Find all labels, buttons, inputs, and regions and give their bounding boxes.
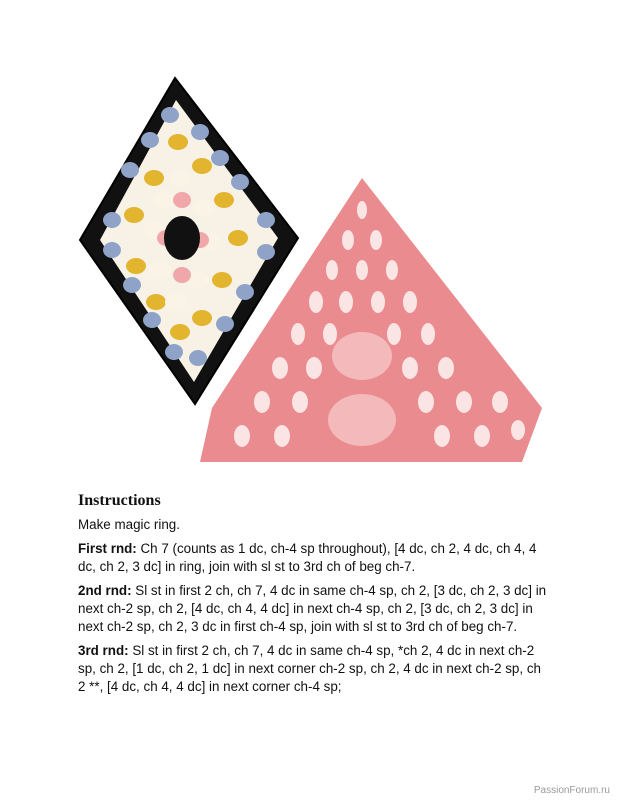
round-1-text: Ch 7 (counts as 1 dc, ch-4 sp throughout), [4 dc, ch 2, 4 dc, ch 4, 4 dc, ch 2, 3 dc] in ring, join with sl st to 3rd ch of beg ch-7.: [78, 541, 537, 574]
instructions-body: [78, 516, 548, 702]
round-3-paragraph: [78, 642, 548, 696]
intro-line: Make magic ring.: [78, 517, 180, 532]
round-2-text: Sl st in first 2 ch, ch 7, 4 dc in same ch-4 sp, ch 2, [3 dc, ch 2, 3 dc] in next ch-2 sp, ch 2, [4 dc, ch 4, 4 dc] in next ch-4 sp, ch 2, [3 dc, ch 2, 3 dc] in next ch-2 sp, ch 2, 3 dc in first ch-4 sp, join with sl st to 3rd ch of beg ch-7.: [78, 583, 547, 634]
round-2-paragraph: [78, 582, 548, 636]
round-1-label: First rnd:: [78, 541, 137, 556]
round-2-label: 2nd rnd:: [78, 583, 132, 598]
round-1-paragraph: [78, 540, 548, 576]
instructions-heading: Instructions: [78, 492, 161, 509]
round-3-label: 3rd rnd:: [78, 643, 129, 658]
crochet-photo: [70, 70, 550, 470]
watermark: PassionForum.ru: [533, 785, 610, 796]
round-3-text: Sl st in first 2 ch, ch 7, 4 dc in same ch-4 sp, *ch 2, 4 dc in next ch-2 sp, ch 2, [1 dc, ch 2, 1 dc] in next corner ch-2 sp, ch 2, 4 dc in next ch-2 sp, ch 2 **, [4 dc, ch 4, 4 dc] in next corner ch-4 sp;: [78, 643, 541, 694]
